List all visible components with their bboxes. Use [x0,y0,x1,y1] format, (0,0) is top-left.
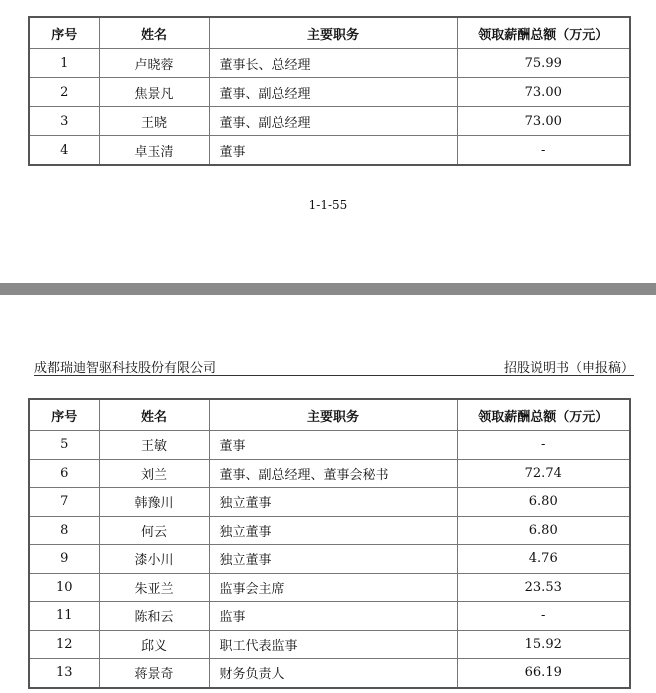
page-separator [0,283,656,295]
cell-index: 12 [29,630,99,659]
col-header: 序号 [29,17,99,49]
cell-index: 13 [29,659,99,688]
table-row [29,136,630,166]
cell-compensation: 73.00 [457,78,630,107]
cell-position: 监事会主席 [209,573,457,602]
cell-compensation: - [457,136,630,166]
cell-compensation: - [457,431,630,460]
col-header: 主要职务 [209,399,457,431]
table-row [29,659,630,688]
company-name: 成都瑞迪智驱科技股份有限公司 [34,361,217,376]
col-header: 序号 [29,399,99,431]
table-row [29,78,630,107]
cell-compensation: 66.19 [457,659,630,688]
cell-position: 董事 [209,431,457,460]
cell-name: 韩豫川 [99,488,209,517]
table-row [29,49,630,78]
cell-name: 漆小川 [99,545,209,574]
cell-compensation: 75.99 [457,49,630,78]
cell-name: 刘兰 [99,459,209,488]
cell-name: 王敏 [99,431,209,460]
col-header: 领取薪酬总额（万元） [457,399,630,431]
cell-name: 蒋景奇 [99,659,209,688]
col-header: 主要职务 [209,17,457,49]
col-header: 姓名 [99,399,209,431]
cell-compensation: 6.80 [457,516,630,545]
cell-position: 独立董事 [209,516,457,545]
cell-index: 8 [29,516,99,545]
cell-name: 卓玉清 [99,136,209,166]
cell-compensation: 23.53 [457,573,630,602]
cell-index: 9 [29,545,99,574]
cell-position: 职工代表监事 [209,630,457,659]
cell-index: 4 [29,136,99,166]
cell-position: 董事长、总经理 [209,49,457,78]
cell-compensation: 73.00 [457,107,630,136]
col-header: 领取薪酬总额（万元） [457,17,630,49]
page-header [34,357,634,376]
table-row [29,545,630,574]
cell-name: 王晓 [99,107,209,136]
cell-compensation: 4.76 [457,545,630,574]
cell-index: 6 [29,459,99,488]
cell-position: 独立董事 [209,545,457,574]
cell-position: 董事、副总经理 [209,78,457,107]
cell-position: 监事 [209,602,457,631]
table-row [29,602,630,631]
table-row [29,488,630,517]
col-header: 姓名 [99,17,209,49]
cell-index: 10 [29,573,99,602]
page-number: 1-1-55 [308,198,348,212]
cell-name: 邱义 [99,630,209,659]
document-title: 招股说明书（申报稿） [503,361,634,376]
table-header [29,399,630,431]
cell-index: 5 [29,431,99,460]
cell-compensation: 72.74 [457,459,630,488]
table-row [29,107,630,136]
cell-name: 何云 [99,516,209,545]
cell-position: 董事、副总经理 [209,107,457,136]
cell-name: 焦景凡 [99,78,209,107]
cell-name: 陈和云 [99,602,209,631]
cell-index: 1 [29,49,99,78]
cell-index: 3 [29,107,99,136]
cell-position: 董事 [209,136,457,166]
cell-index: 7 [29,488,99,517]
cell-compensation: 15.92 [457,630,630,659]
compensation-table-1 [28,16,631,166]
cell-name: 朱亚兰 [99,573,209,602]
table-row [29,516,630,545]
cell-position: 董事、副总经理、董事会秘书 [209,459,457,488]
cell-index: 2 [29,78,99,107]
cell-compensation: - [457,602,630,631]
cell-position: 财务负责人 [209,659,457,688]
table-row [29,431,630,460]
cell-position: 独立董事 [209,488,457,517]
table-header [29,17,630,49]
cell-index: 11 [29,602,99,631]
cell-compensation: 6.80 [457,488,630,517]
table-row [29,630,630,659]
compensation-table-2 [28,398,631,689]
table-row [29,573,630,602]
cell-name: 卢晓蓉 [99,49,209,78]
table-row [29,459,630,488]
